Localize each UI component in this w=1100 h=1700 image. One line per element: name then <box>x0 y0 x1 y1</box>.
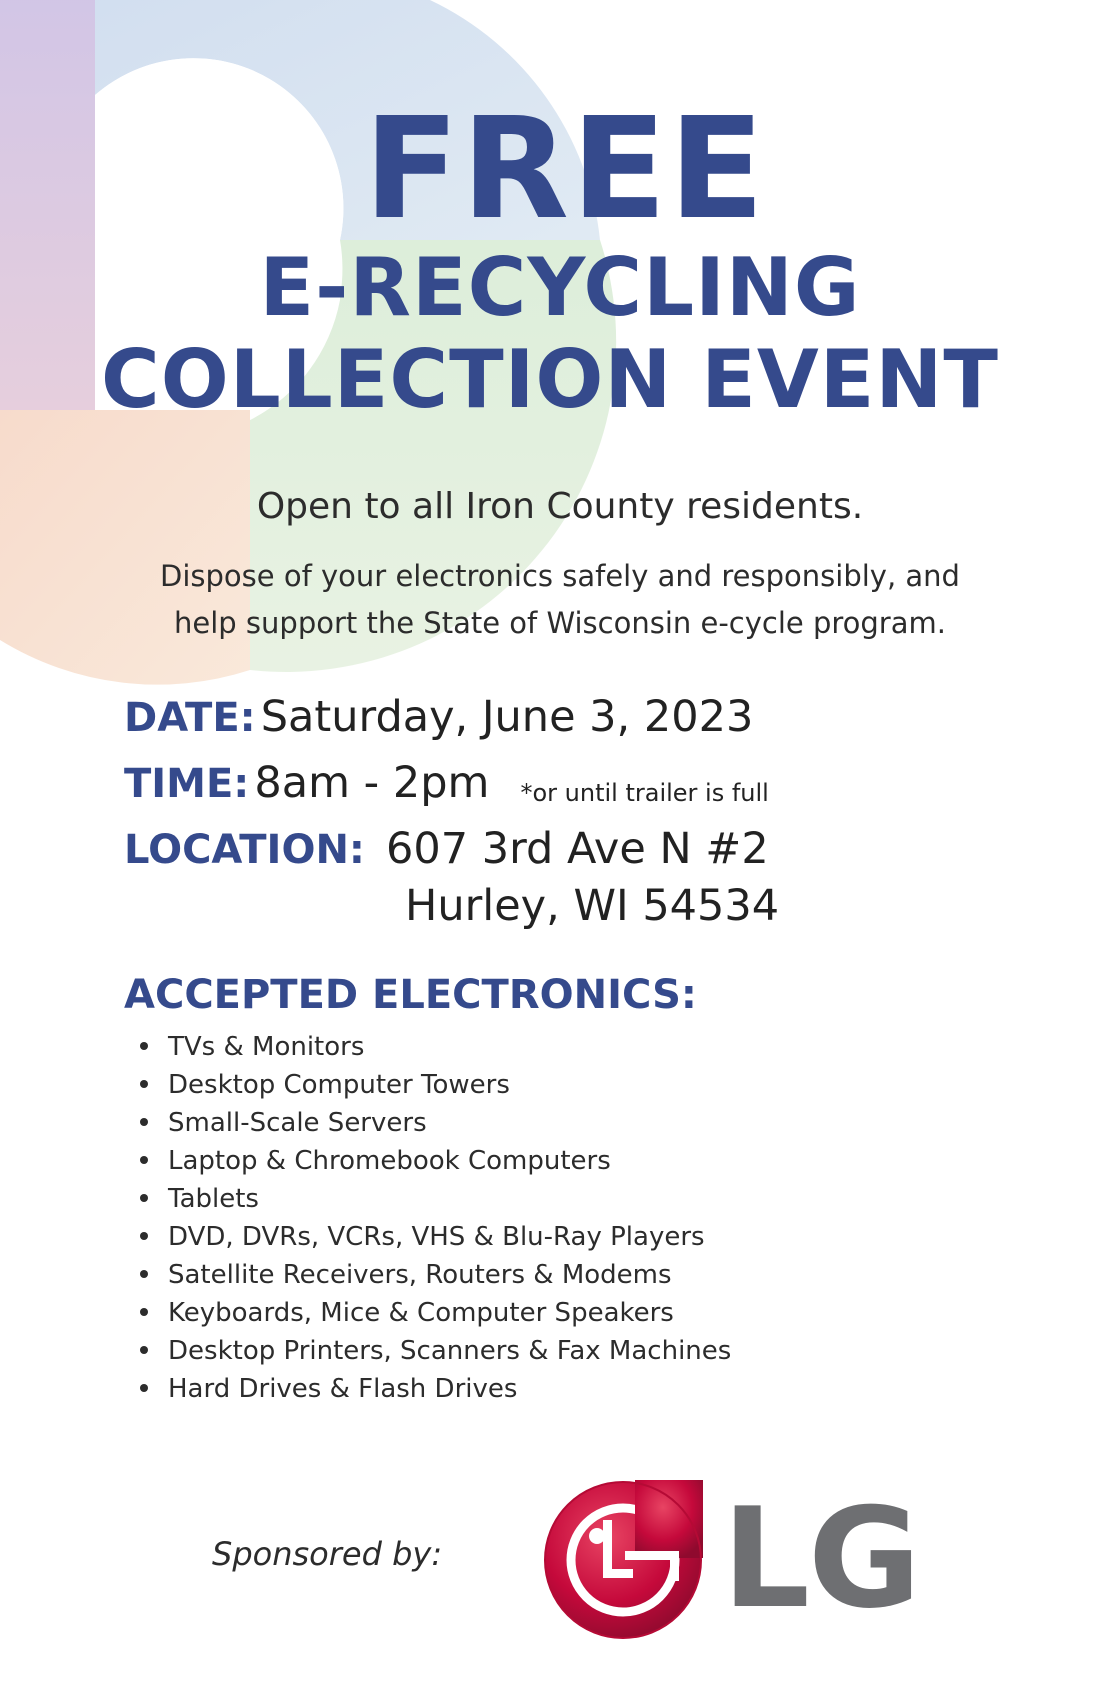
list-item-text: Hard Drives & Flash Drives <box>168 1374 518 1404</box>
bullet-icon <box>140 1080 148 1088</box>
list-item <box>140 1066 731 1104</box>
bullet-icon <box>140 1118 148 1126</box>
list-item <box>140 1294 731 1332</box>
bullet-icon <box>140 1042 148 1050</box>
list-item <box>140 1256 731 1294</box>
intro-dispose-line2: help support the State of Wisconsin e-cycle program. <box>174 606 946 640</box>
list-item-text: Desktop Computer Towers <box>168 1070 510 1100</box>
intro-dispose <box>0 553 1100 647</box>
bullet-icon <box>140 1194 148 1202</box>
list-item <box>140 1332 731 1370</box>
event-location <box>124 824 769 874</box>
date-label: DATE: <box>124 695 256 741</box>
list-item-text: Keyboards, Mice & Computer Speakers <box>168 1298 674 1328</box>
bullet-icon <box>140 1270 148 1278</box>
event-date <box>124 692 754 742</box>
bullet-icon <box>140 1346 148 1354</box>
intro-residents: Open to all Iron County residents. <box>256 486 864 527</box>
time-value: 8am - 2pm <box>254 758 490 808</box>
bullet-icon <box>140 1384 148 1392</box>
event-time <box>124 758 769 808</box>
location-line1: 607 3rd Ave N #2 <box>386 824 769 874</box>
list-item-text: Small-Scale Servers <box>168 1108 427 1138</box>
list-item <box>140 1142 731 1180</box>
bullet-icon <box>140 1308 148 1316</box>
accepted-list <box>140 1028 731 1408</box>
lg-wordmark: LG <box>722 1478 920 1639</box>
list-item-text: Laptop & Chromebook Computers <box>168 1146 611 1176</box>
headline-free: FREE <box>363 88 767 251</box>
lg-logo-icon <box>543 1480 703 1640</box>
list-item-text: Tablets <box>168 1184 259 1214</box>
list-item-text: Satellite Receivers, Routers & Modems <box>168 1260 672 1290</box>
headline-collection-event: COLLECTION EVENT <box>101 333 999 426</box>
location-line2: Hurley, WI 54534 <box>405 881 780 931</box>
list-item-text: Desktop Printers, Scanners & Fax Machines <box>168 1336 732 1366</box>
time-label: TIME: <box>124 761 250 807</box>
accepted-heading: ACCEPTED ELECTRONICS: <box>124 972 697 1018</box>
intro-dispose-line1: Dispose of your electronics safely and responsibly, and <box>160 559 960 593</box>
location-label: LOCATION: <box>124 827 365 873</box>
list-item-text: TVs & Monitors <box>168 1032 365 1062</box>
bullet-icon <box>140 1156 148 1164</box>
time-note: *or until trailer is full <box>520 778 769 807</box>
list-item <box>140 1028 731 1066</box>
date-value: Saturday, June 3, 2023 <box>260 692 754 742</box>
list-item <box>140 1104 731 1142</box>
list-item <box>140 1180 731 1218</box>
list-item-text: DVD, DVRs, VCRs, VHS & Blu-Ray Players <box>168 1222 705 1252</box>
list-item <box>140 1370 731 1408</box>
bullet-icon <box>140 1232 148 1240</box>
list-item <box>140 1218 731 1256</box>
headline-e-recycling: E-RECYCLING <box>259 241 861 334</box>
sponsor-label: Sponsored by: <box>212 1535 443 1573</box>
